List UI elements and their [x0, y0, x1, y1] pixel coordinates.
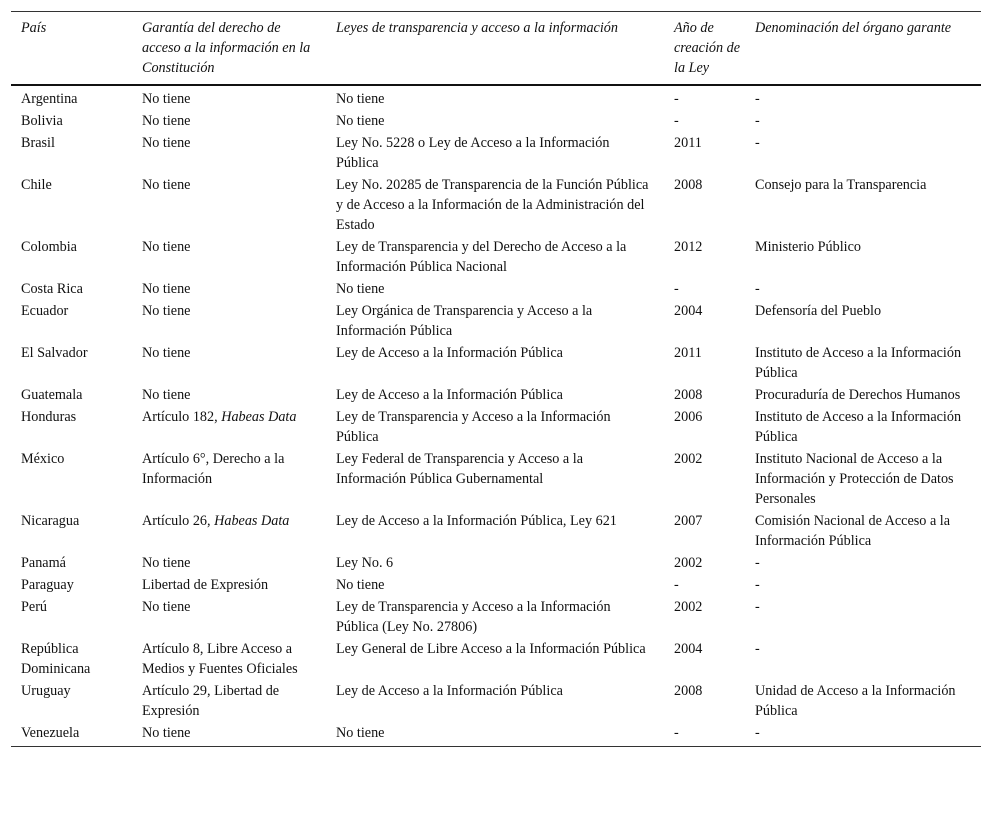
table-row — [11, 596, 981, 638]
garantia-text: No tiene — [142, 239, 191, 255]
cell-pais: Bolivia — [21, 113, 63, 129]
header-garantia: Garantía del derecho de acceso a la información en la Constitución — [132, 12, 326, 86]
garantia-text: No tiene — [142, 281, 191, 297]
cell-ley: No tiene — [336, 91, 385, 107]
table-row — [11, 278, 981, 300]
cell-pais: Costa Rica — [21, 281, 83, 297]
cell-garantia — [132, 510, 326, 552]
cell-anio: 2008 — [674, 177, 703, 193]
garantia-text: No tiene — [142, 555, 191, 571]
cell-garantia — [132, 448, 326, 510]
cell-pais: Perú — [21, 599, 48, 615]
table-row — [11, 680, 981, 722]
cell-organo: Comisión Nacional de Acceso a la Información Pública — [755, 513, 951, 549]
table-row — [11, 236, 981, 278]
cell-pais: El Salvador — [21, 345, 88, 361]
cell-anio: - — [674, 725, 679, 741]
cell-ley: Ley de Acceso a la Información Pública — [336, 683, 563, 699]
cell-garantia — [132, 174, 326, 236]
table-row — [11, 110, 981, 132]
cell-organo: - — [755, 135, 760, 151]
cell-anio: 2002 — [674, 599, 703, 615]
header-pais: País — [11, 12, 132, 86]
garantia-text: No tiene — [142, 303, 191, 319]
header-organo: Denominación del órgano garante — [745, 12, 981, 86]
garantia-italic-text: Habeas Data — [221, 409, 297, 425]
garantia-text: Artículo 8, Libre Acceso a Medios y Fuentes Oficiales — [142, 641, 298, 677]
cell-ley: Ley de Acceso a la Información Pública — [336, 345, 563, 361]
table-row — [11, 300, 981, 342]
cell-organo: - — [755, 91, 760, 107]
cell-organo: Unidad de Acceso a la Información Pública — [755, 683, 956, 719]
cell-pais: Venezuela — [21, 725, 80, 741]
cell-ley: No tiene — [336, 725, 385, 741]
cell-garantia — [132, 722, 326, 747]
cell-organo: Consejo para la Transparencia — [755, 177, 927, 193]
cell-garantia — [132, 132, 326, 174]
cell-anio: - — [674, 113, 679, 129]
cell-organo: Instituto Nacional de Acceso a la Información y Protección de Datos Personales — [755, 451, 954, 507]
garantia-text: Artículo 26, — [142, 513, 215, 529]
cell-organo: - — [755, 555, 760, 571]
cell-pais: República Dominicana — [21, 641, 91, 677]
cell-ley: No tiene — [336, 281, 385, 297]
cell-pais: Argentina — [21, 91, 78, 107]
cell-organo: - — [755, 281, 760, 297]
cell-garantia — [132, 596, 326, 638]
cell-garantia — [132, 552, 326, 574]
cell-pais: Brasil — [21, 135, 55, 151]
garantia-text: No tiene — [142, 177, 191, 193]
cell-anio: 2007 — [674, 513, 703, 529]
garantia-text: No tiene — [142, 91, 191, 107]
cell-organo: - — [755, 113, 760, 129]
garantia-italic-text: Habeas Data — [214, 513, 290, 529]
cell-organo: Instituto de Acceso a la Información Pública — [755, 345, 962, 381]
table-row — [11, 552, 981, 574]
cell-anio: 2012 — [674, 239, 703, 255]
cell-ley: Ley No. 20285 de Transparencia de la Función Pública y de Acceso a la Información de la Administración del Estado — [336, 177, 649, 233]
cell-pais: Colombia — [21, 239, 77, 255]
cell-ley: Ley de Transparencia y Acceso a la Información Pública (Ley No. 27806) — [336, 599, 611, 635]
cell-pais: México — [21, 451, 65, 467]
cell-ley: Ley de Acceso a la Información Pública — [336, 387, 563, 403]
header-leyes: Leyes de transparencia y acceso a la información — [326, 12, 664, 86]
cell-organo: - — [755, 641, 760, 657]
cell-garantia — [132, 406, 326, 448]
cell-organo: - — [755, 577, 760, 593]
cell-garantia — [132, 638, 326, 680]
cell-anio: 2002 — [674, 555, 703, 571]
cell-pais: Honduras — [21, 409, 77, 425]
cell-pais: Nicaragua — [21, 513, 80, 529]
cell-ley: Ley de Transparencia y Acceso a la Información Pública — [336, 409, 611, 445]
table-row — [11, 406, 981, 448]
cell-anio: 2002 — [674, 451, 703, 467]
cell-anio: 2008 — [674, 683, 703, 699]
cell-anio: - — [674, 281, 679, 297]
cell-pais: Ecuador — [21, 303, 69, 319]
cell-garantia — [132, 85, 326, 110]
cell-organo: - — [755, 725, 760, 741]
header-anio: Año de creación de la Ley — [664, 12, 745, 86]
cell-pais: Uruguay — [21, 683, 71, 699]
cell-ley: No tiene — [336, 113, 385, 129]
cell-anio: 2004 — [674, 303, 703, 319]
cell-garantia — [132, 680, 326, 722]
garantia-text: Artículo 182, — [142, 409, 222, 425]
transparency-table — [11, 11, 981, 747]
cell-anio: 2004 — [674, 641, 703, 657]
cell-ley: Ley Orgánica de Transparencia y Acceso a la Información Pública — [336, 303, 593, 339]
table-header — [11, 12, 981, 86]
cell-ley: Ley de Transparencia y del Derecho de Acceso a la Información Pública Nacional — [336, 239, 627, 275]
table-row — [11, 85, 981, 110]
table-row — [11, 722, 981, 747]
cell-garantia — [132, 278, 326, 300]
table-row — [11, 384, 981, 406]
table-row — [11, 342, 981, 384]
cell-anio: - — [674, 91, 679, 107]
table-body — [11, 85, 981, 747]
cell-garantia — [132, 384, 326, 406]
cell-pais: Chile — [21, 177, 52, 193]
garantia-text: Libertad de Expresión — [142, 577, 269, 593]
cell-garantia — [132, 300, 326, 342]
garantia-text: Artículo 6°, Derecho a la Información — [142, 451, 285, 487]
cell-organo: Ministerio Público — [755, 239, 862, 255]
table-row — [11, 132, 981, 174]
cell-anio: 2006 — [674, 409, 703, 425]
cell-anio: 2008 — [674, 387, 703, 403]
garantia-text: No tiene — [142, 725, 191, 741]
garantia-text: No tiene — [142, 113, 191, 129]
cell-organo: - — [755, 599, 760, 615]
cell-ley: No tiene — [336, 577, 385, 593]
cell-pais: Paraguay — [21, 577, 74, 593]
cell-anio: - — [674, 577, 679, 593]
header-row — [11, 12, 981, 86]
garantia-text: Artículo 29, Libertad de Expresión — [142, 683, 280, 719]
garantia-text: No tiene — [142, 345, 191, 361]
cell-ley: Ley General de Libre Acceso a la Información Pública — [336, 641, 646, 657]
table-row — [11, 574, 981, 596]
cell-ley: Ley Federal de Transparencia y Acceso a la Información Pública Gubernamental — [336, 451, 584, 487]
cell-ley: Ley de Acceso a la Información Pública, Ley 621 — [336, 513, 617, 529]
cell-organo: Defensoría del Pueblo — [755, 303, 882, 319]
garantia-text: No tiene — [142, 387, 191, 403]
cell-garantia — [132, 574, 326, 596]
table-row — [11, 174, 981, 236]
cell-pais: Guatemala — [21, 387, 83, 403]
table-row — [11, 448, 981, 510]
garantia-text: No tiene — [142, 599, 191, 615]
cell-garantia — [132, 236, 326, 278]
cell-pais: Panamá — [21, 555, 66, 571]
cell-anio: 2011 — [674, 345, 702, 361]
table-row — [11, 638, 981, 680]
cell-ley: Ley No. 5228 o Ley de Acceso a la Información Pública — [336, 135, 610, 171]
cell-organo: Instituto de Acceso a la Información Pública — [755, 409, 962, 445]
cell-garantia — [132, 110, 326, 132]
cell-anio: 2011 — [674, 135, 702, 151]
garantia-text: No tiene — [142, 135, 191, 151]
cell-organo: Procuraduría de Derechos Humanos — [755, 387, 961, 403]
table-row — [11, 510, 981, 552]
cell-garantia — [132, 342, 326, 384]
cell-ley: Ley No. 6 — [336, 555, 394, 571]
